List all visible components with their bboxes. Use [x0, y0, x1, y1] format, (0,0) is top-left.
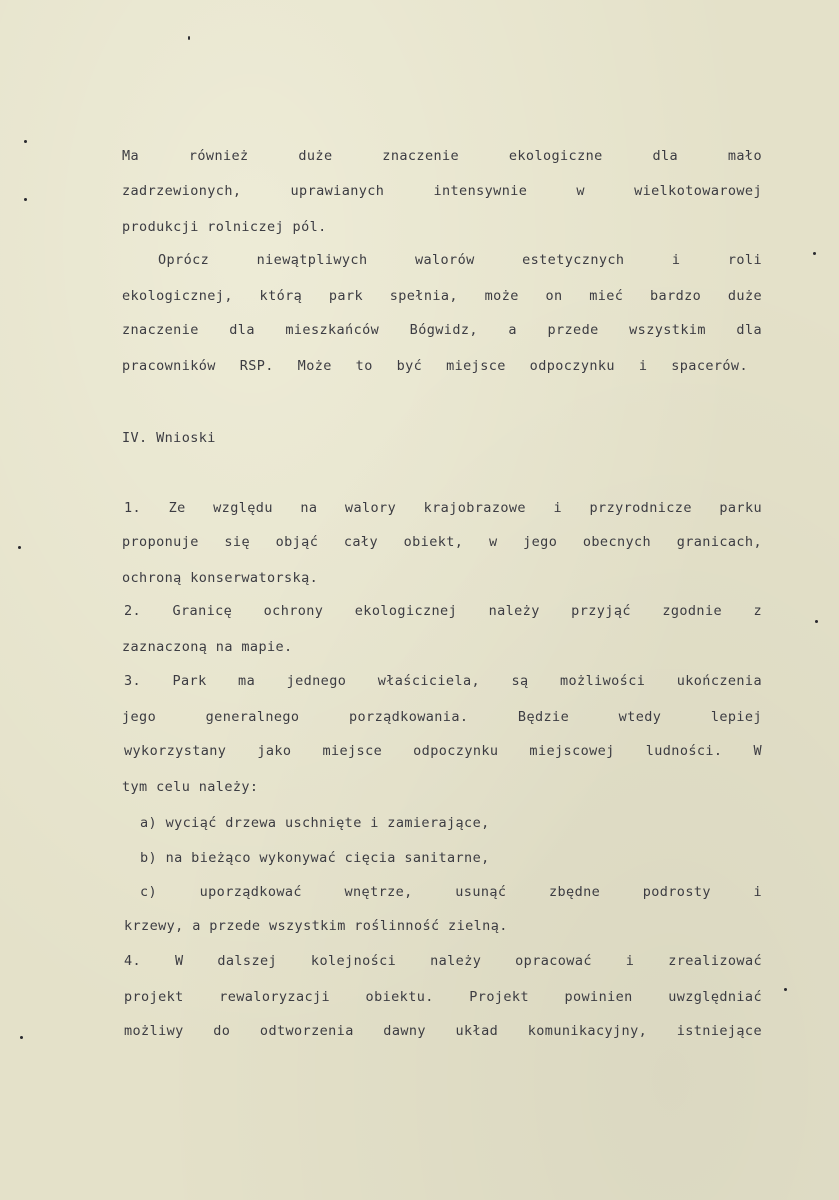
text-line: ekologicznej, którą park spełnia, może on mieć bardzo duże [122, 288, 762, 304]
text-line: Ma również duże znaczenie ekologiczne dla mało [122, 148, 762, 164]
list-item: b) na bieżąco wykonywać cięcia sanitarne, [140, 850, 490, 866]
scan-speck [813, 252, 816, 255]
scan-speck [188, 36, 190, 40]
text-line: możliwy do odtworzenia dawny układ komunikacyjny, istniejące [124, 1023, 762, 1039]
list-item: a) wyciąć drzewa uschnięte i zamierające, [140, 815, 490, 831]
text-line: jego generalnego porządkowania. Będzie wtedy lepiej [122, 709, 762, 725]
text-line: krzewy, a przede wszystkim roślinność zielną. [124, 918, 508, 934]
text-line: 4. W dalszej kolejności należy opracować i zrealizować [124, 953, 762, 969]
scan-speck [784, 988, 787, 991]
text-line: zaznaczoną na mapie. [122, 639, 293, 655]
text-line: Oprócz niewątpliwych walorów estetycznych i roli [158, 252, 762, 268]
text-line: projekt rewaloryzacji obiektu. Projekt powinien uwzględniać [124, 989, 762, 1005]
scan-speck [24, 198, 27, 201]
text-line: proponuje się objąć cały obiekt, w jego obecnych granicach, [122, 534, 762, 550]
text-line: tym celu należy: [122, 779, 259, 795]
scan-speck [815, 620, 818, 623]
scan-speck [24, 140, 27, 143]
text-line: 3. Park ma jednego właściciela, są możliwości ukończenia [124, 673, 762, 689]
text-line: produkcji rolniczej pól. [122, 219, 327, 235]
text-line: zadrzewionych, uprawianych intensywnie w wielkotowarowej [122, 183, 762, 199]
section-heading: IV. Wnioski [122, 430, 216, 446]
text-line: pracowników RSP. Może to być miejsce odpoczynku i spacerów. [122, 358, 748, 374]
list-item: c) uporządkować wnętrze, usunąć zbędne podrosty i [140, 884, 762, 900]
scan-speck [18, 546, 21, 549]
text-line: znaczenie dla mieszkańców Bógwidz, a przede wszystkim dla [122, 322, 762, 338]
text-line: ochroną konserwatorską. [122, 570, 319, 586]
scan-speck [20, 1036, 23, 1039]
text-line: 2. Granicę ochrony ekologicznej należy przyjąć zgodnie z [124, 603, 762, 619]
text-line: wykorzystany jako miejsce odpoczynku miejscowej ludności. W [124, 743, 762, 759]
text-line: 1. Ze względu na walory krajobrazowe i przyrodnicze parku [124, 500, 762, 516]
